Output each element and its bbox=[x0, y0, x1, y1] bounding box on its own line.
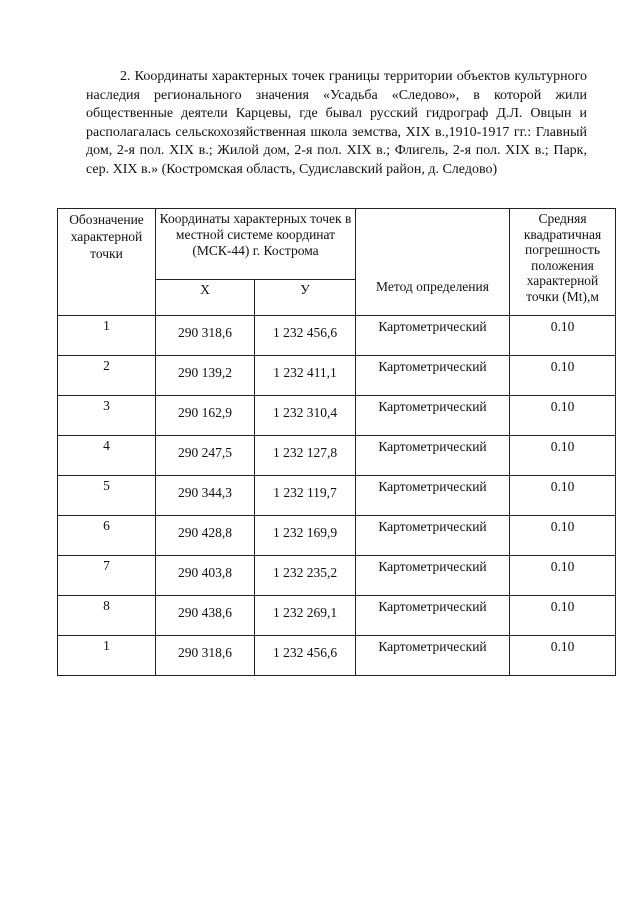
header-method: Метод определения bbox=[356, 209, 510, 316]
method-cell: Картометрический bbox=[356, 396, 510, 436]
point-cell: 7 bbox=[58, 556, 156, 596]
table-body bbox=[58, 316, 616, 676]
table-row bbox=[58, 436, 616, 476]
table-row bbox=[58, 516, 616, 556]
table-row bbox=[58, 636, 616, 676]
coordinates-table bbox=[57, 208, 616, 676]
y-coordinate-cell: 1 232 169,9 bbox=[255, 516, 356, 556]
method-cell: Картометрический bbox=[356, 356, 510, 396]
table-row bbox=[58, 356, 616, 396]
table-row bbox=[58, 556, 616, 596]
point-cell: 3 bbox=[58, 396, 156, 436]
table-row bbox=[58, 476, 616, 516]
y-coordinate-cell: 1 232 269,1 bbox=[255, 596, 356, 636]
x-coordinate-cell: 290 403,8 bbox=[156, 556, 255, 596]
table-row bbox=[58, 316, 616, 356]
y-coordinate-cell: 1 232 119,7 bbox=[255, 476, 356, 516]
table-row bbox=[58, 396, 616, 436]
method-cell: Картометрический bbox=[356, 636, 510, 676]
x-coordinate-cell: 290 247,5 bbox=[156, 436, 255, 476]
method-cell: Картометрический bbox=[356, 596, 510, 636]
header-designation: Обозначение характерной точки bbox=[58, 209, 156, 316]
y-coordinate-cell: 1 232 310,4 bbox=[255, 396, 356, 436]
table-row bbox=[58, 596, 616, 636]
point-cell: 6 bbox=[58, 516, 156, 556]
point-cell: 1 bbox=[58, 316, 156, 356]
header-x: Х bbox=[156, 280, 255, 316]
x-coordinate-cell: 290 438,6 bbox=[156, 596, 255, 636]
x-coordinate-cell: 290 344,3 bbox=[156, 476, 255, 516]
error-cell: 0.10 bbox=[510, 356, 616, 396]
point-cell: 5 bbox=[58, 476, 156, 516]
section-paragraph: 2. Координаты характерных точек границы территории объектов культурного наследия регионального значения «Усадьба «Следово», в которой жили общественные деятели Карцевы, где бывал русский гидрограф Д.Л. Овцын и располагалась сельскохозяйственная школа земства, XIX в.,1910-1917 гг.: Главный дом, 2-я пол. XIX в.; Жилой дом, 2-я пол. XIX в.; Флигель, 2-я пол. XIX в.; Парк, сер. XIX в.» (Костромская область, Судиславский район, д. Следово) bbox=[86, 69, 587, 177]
x-coordinate-cell: 290 428,8 bbox=[156, 516, 255, 556]
y-coordinate-cell: 1 232 456,6 bbox=[255, 636, 356, 676]
method-cell: Картометрический bbox=[356, 516, 510, 556]
method-cell: Картометрический bbox=[356, 436, 510, 476]
error-cell: 0.10 bbox=[510, 476, 616, 516]
error-cell: 0.10 bbox=[510, 556, 616, 596]
point-cell: 2 bbox=[58, 356, 156, 396]
error-cell: 0.10 bbox=[510, 396, 616, 436]
error-cell: 0.10 bbox=[510, 636, 616, 676]
x-coordinate-cell: 290 139,2 bbox=[156, 356, 255, 396]
y-coordinate-cell: 1 232 235,2 bbox=[255, 556, 356, 596]
point-cell: 8 bbox=[58, 596, 156, 636]
method-cell: Картометрический bbox=[356, 316, 510, 356]
point-cell: 4 bbox=[58, 436, 156, 476]
y-coordinate-cell: 1 232 127,8 bbox=[255, 436, 356, 476]
error-cell: 0.10 bbox=[510, 316, 616, 356]
x-coordinate-cell: 290 318,6 bbox=[156, 316, 255, 356]
header-y: У bbox=[255, 280, 356, 316]
method-cell: Картометрический bbox=[356, 556, 510, 596]
point-cell: 1 bbox=[58, 636, 156, 676]
method-cell: Картометрический bbox=[356, 476, 510, 516]
error-cell: 0.10 bbox=[510, 436, 616, 476]
header-error: Средняя квадратичная погрешность положения характерной точки (Mt),м bbox=[510, 209, 616, 316]
header-coordinates: Координаты характерных точек в местной системе координат (МСК-44) г. Кострома bbox=[156, 209, 356, 280]
error-cell: 0.10 bbox=[510, 516, 616, 556]
y-coordinate-cell: 1 232 456,6 bbox=[255, 316, 356, 356]
x-coordinate-cell: 290 162,9 bbox=[156, 396, 255, 436]
error-cell: 0.10 bbox=[510, 596, 616, 636]
header-row bbox=[58, 209, 616, 280]
y-coordinate-cell: 1 232 411,1 bbox=[255, 356, 356, 396]
x-coordinate-cell: 290 318,6 bbox=[156, 636, 255, 676]
